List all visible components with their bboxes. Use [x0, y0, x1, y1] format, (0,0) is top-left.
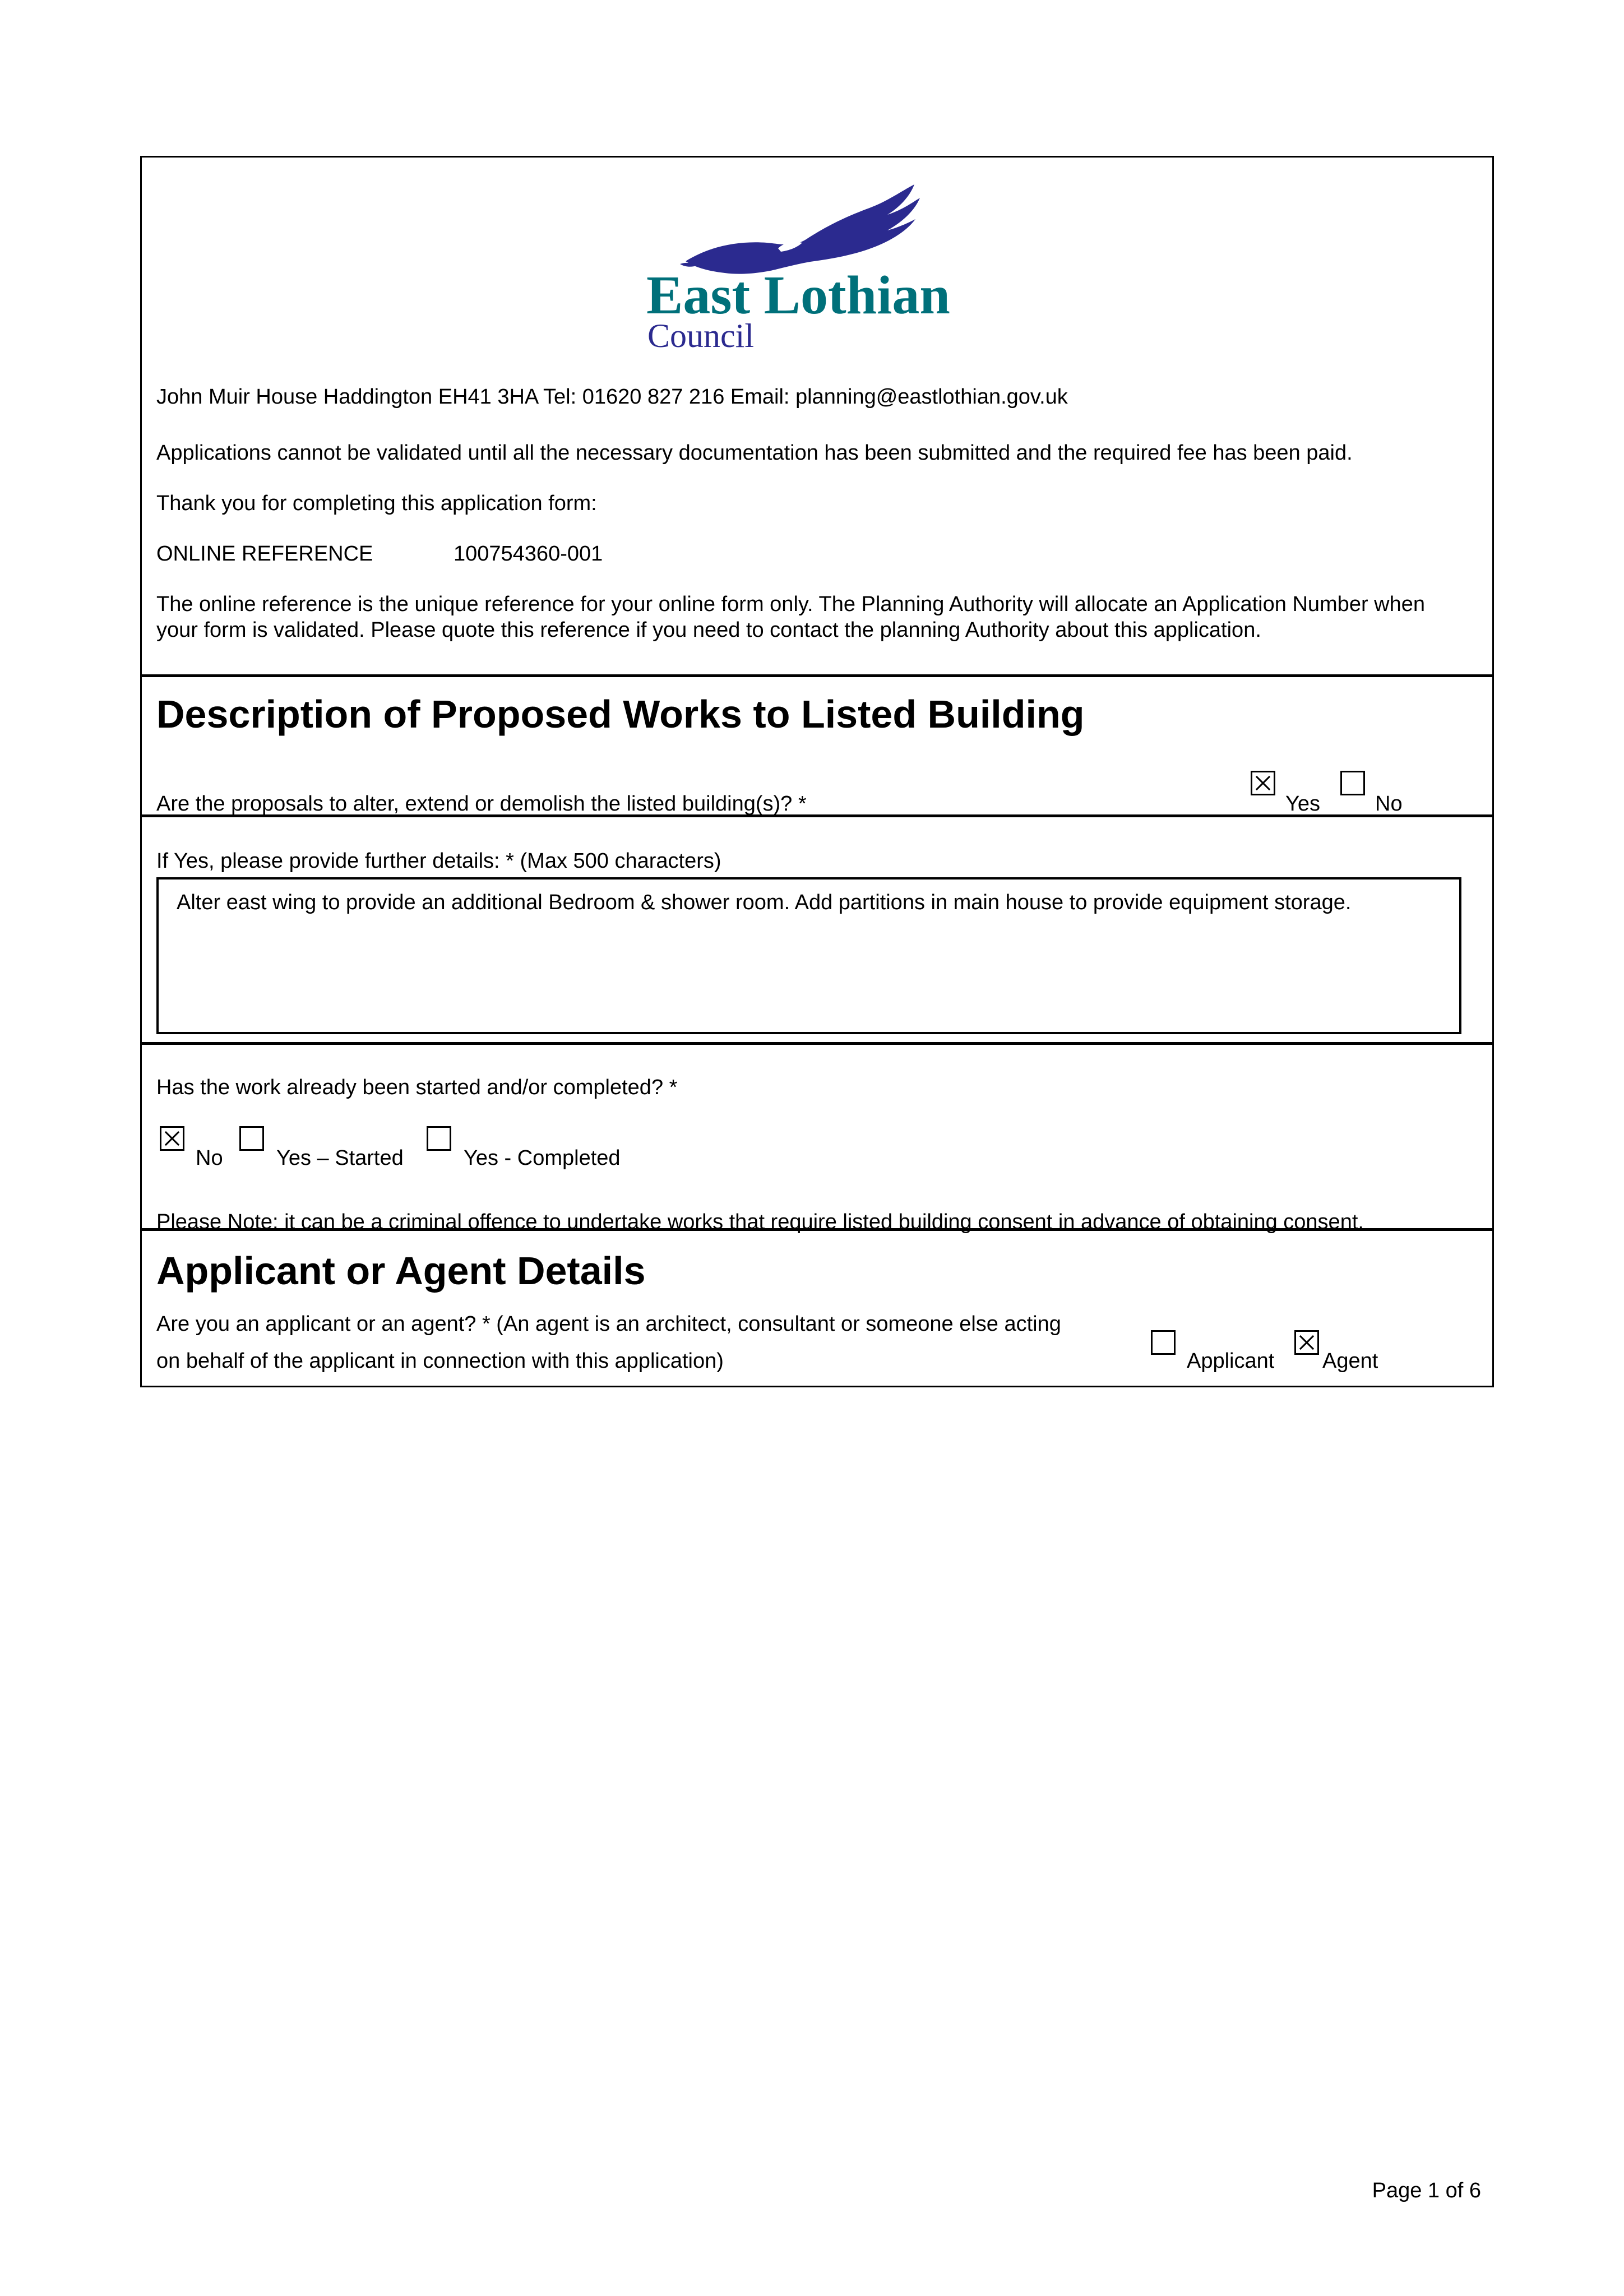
council-contact-details: John Muir House Haddington EH41 3HA Tel: 01620 827 216 Email: planning@eastlothian.gov.uk: [156, 385, 1068, 409]
agent-option-label: Agent: [1322, 1349, 1378, 1373]
application-form: [140, 156, 1494, 1387]
reference-note: The online reference is the unique reference for your online form only. The Planning Authority will allocate an Application Number when your form is validated. Please quote this reference if you need to contact the planning Authority about this application.: [156, 592, 1426, 642]
east-lothian-council-logo: [646, 169, 1050, 354]
further-details-value: Alter east wing to provide an additional Bedroom & shower room. Add partitions in main house to provide equipment storage.: [177, 891, 1352, 914]
yes-completed-label: Yes - Completed: [464, 1146, 621, 1170]
no-option-label: No: [1375, 792, 1403, 816]
no-checkbox[interactable]: [1340, 771, 1365, 795]
section-title-proposed-works: Description of Proposed Works to Listed Building: [156, 692, 1085, 736]
work-started-question: Has the work already been started and/or completed? *: [156, 1076, 678, 1099]
applicant-checkbox[interactable]: [1151, 1330, 1176, 1355]
thank-you-text: Thank you for completing this application form:: [156, 492, 597, 515]
yes-started-checkbox[interactable]: [239, 1126, 264, 1151]
work-no-label: No: [196, 1146, 223, 1170]
page-number: Page 1 of 6: [1372, 2179, 1481, 2202]
bird-icon: [646, 169, 1050, 354]
alter-extend-question: Are the proposals to alter, extend or demolish the listed building(s)? *: [156, 792, 807, 816]
logo-council: Council: [647, 317, 754, 354]
applicant-agent-question-continued: on behalf of the applicant in connection with this application): [156, 1349, 724, 1373]
section-divider: [142, 1042, 1492, 1045]
criminal-offence-note: Please Note: it can be a criminal offence to undertake works that require listed building consent in advance of obtaining consent.: [156, 1210, 1364, 1234]
applicant-option-label: Applicant: [1187, 1349, 1275, 1373]
further-details-field[interactable]: [156, 877, 1461, 1034]
section-title-applicant-agent: Applicant or Agent Details: [156, 1249, 646, 1293]
work-no-checkbox[interactable]: [160, 1126, 184, 1151]
online-reference-value: 100754360-001: [454, 542, 603, 566]
further-details-label: If Yes, please provide further details: * (Max 500 characters): [156, 849, 721, 873]
applicant-agent-question: Are you an applicant or an agent? * (An agent is an architect, consultant or someone else acting: [156, 1312, 1061, 1336]
yes-option-label: Yes: [1285, 792, 1320, 816]
section-divider: [142, 1228, 1492, 1231]
logo-wordmark: East Lothian: [646, 265, 950, 326]
yes-checkbox[interactable]: [1251, 771, 1275, 795]
checked-x-icon: [1296, 1332, 1317, 1353]
section-divider: [142, 674, 1492, 677]
checked-x-icon: [161, 1128, 183, 1149]
checked-x-icon: [1252, 772, 1274, 794]
agent-checkbox[interactable]: [1294, 1330, 1319, 1355]
yes-completed-checkbox[interactable]: [427, 1126, 451, 1151]
section-divider: [142, 814, 1492, 817]
validation-note: Applications cannot be validated until all the necessary documentation has been submitted and the required fee has been paid.: [156, 441, 1353, 465]
yes-started-label: Yes – Started: [276, 1146, 404, 1170]
online-reference-label: ONLINE REFERENCE: [156, 542, 373, 566]
